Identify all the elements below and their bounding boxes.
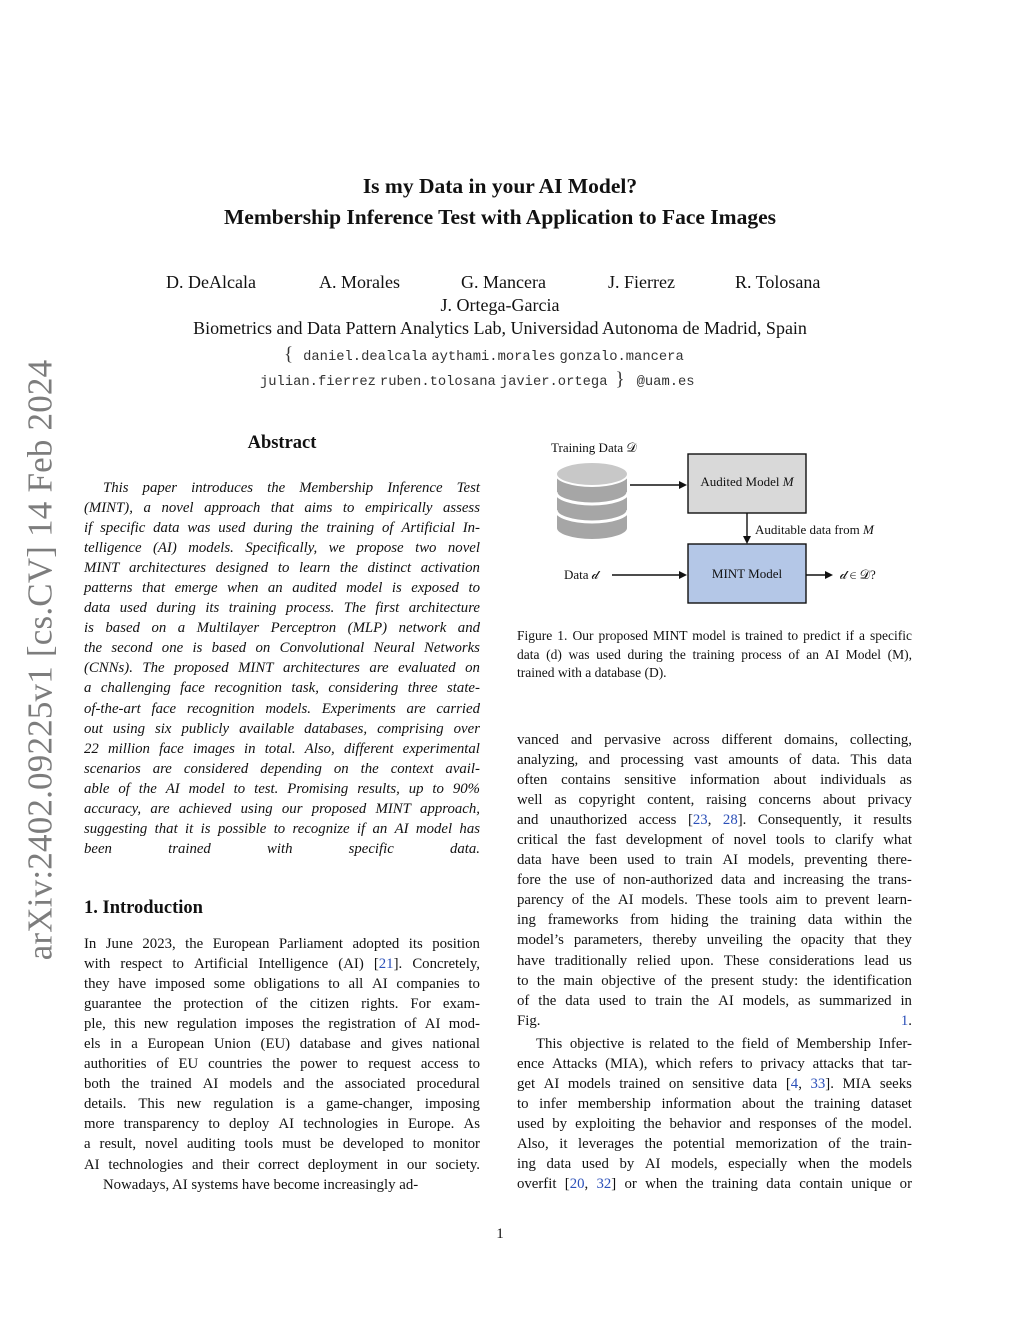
data-input-label: Data 𝒹: [564, 567, 599, 582]
arrowhead: [679, 481, 687, 489]
text-line: accuracy, are achieved using our proposed MINT approach,: [84, 800, 480, 817]
text-line: have traditionally relied upon. These considerations lead us: [517, 952, 912, 969]
arrowhead: [679, 571, 687, 579]
intro-paragraph-2-start: Nowadays, AI systems have become increasingly ad-: [103, 1177, 419, 1193]
text-line: to the main objective of the present study: the identification: [517, 972, 912, 989]
citation-link[interactable]: 1: [900, 1012, 909, 1029]
text-line: scenarios are considered depending on the context avail-: [84, 760, 480, 777]
citation-link[interactable]: 23: [692, 812, 708, 829]
email-line-2: [260, 369, 695, 391]
text-line: data used during its training process. The first architecture: [84, 600, 480, 617]
abstract-heading: Abstract: [247, 433, 317, 453]
citation-link[interactable]: 32: [596, 1176, 612, 1193]
text-line: In June 2023, the European Parliament adopted its position: [84, 936, 480, 952]
auditable-data-label: Auditable data from M: [755, 522, 874, 537]
arxiv-id: arXiv:2402.09225v1 [cs.CV] 14 Feb 2024: [20, 359, 60, 961]
text-line: suggesting that it is possible to recognize if an AI model has: [84, 820, 480, 837]
text-line: get AI models trained on sensitive data [4, 33]. MIA seeks: [517, 1076, 912, 1093]
text-line: both the trained AI models and the associated procedural: [84, 1076, 480, 1093]
text-line: often contains sensitive information about individuals as: [517, 772, 912, 789]
email-user: julian.fierrez: [260, 375, 376, 390]
text-line: and unauthorized access [23, 28]. Consequently, it results: [517, 812, 912, 829]
author-name: A. Morales: [319, 272, 400, 292]
brace-close: }: [615, 369, 625, 390]
text-line: a result, novel auditing tools must be developed to monitor: [84, 1136, 480, 1153]
text-line: if specific data was used during the training of Artificial In-: [84, 520, 480, 537]
database-icon: [556, 462, 628, 540]
figure-1-caption: Figure 1. Our proposed MINT model is trained to predict if a specific data (d) was used during the training process of an AI Model (M), trained with a database (D).: [517, 628, 912, 680]
citation-link[interactable]: 21: [378, 956, 394, 973]
text-line: parency of the AI models. These tools aim to prevent learn-: [517, 892, 912, 909]
figure-1-diagram: [520, 430, 920, 620]
text-line: This paper introduces the Membership Inference Test: [103, 480, 480, 496]
text-line: of-the-art face recognition models. Experiments are carried: [84, 700, 480, 717]
text-line: a challenging face recognition task, considering three state-: [84, 680, 480, 697]
citation-link[interactable]: 4: [790, 1076, 799, 1093]
page-number: 1: [496, 1226, 504, 1242]
output-label: 𝒹 ∈ 𝒟?: [840, 567, 876, 582]
text-line: (CNNs). The proposed MINT architectures are evaluated on: [84, 660, 480, 677]
text-line: the second one is based on Convolutional Neural Networks: [84, 640, 480, 657]
text-line: used by exploiting the behavior and responses of the model.: [517, 1116, 912, 1133]
arrowhead: [743, 536, 751, 544]
text-line: vanced and pervasive across different domains, collecting,: [517, 732, 912, 748]
text-line: Also, it leverages the potential memorization of the train-: [517, 1136, 912, 1153]
text-line: able of the AI model to test. Promising results, up to 90%: [84, 780, 480, 797]
email-user: aythami.morales: [431, 350, 556, 365]
text-line: MINT architectures designed to learn the distinct activation: [84, 560, 480, 577]
text-line: data have been used to train AI models, preventing there-: [517, 852, 912, 869]
text-line: patterns that emerge when an audited model is exposed to: [84, 580, 480, 597]
text-line: well as copyright content, raising concerns about privacy: [517, 792, 912, 809]
text-line: els in a European Union (EU) database and gives national: [84, 1036, 480, 1053]
text-line: critical the fast development of novel tools to clarify what: [517, 832, 912, 849]
text-line: ple, this new regulation imposes the registration of AI mod-: [84, 1016, 480, 1033]
abstract-body: [84, 478, 480, 859]
text-line: analyzing, and processing vast amounts of data. This data: [517, 752, 912, 769]
citation-link[interactable]: 20: [569, 1176, 585, 1193]
intro-paragraph: [84, 934, 480, 1175]
email-user: gonzalo.mancera: [559, 350, 684, 365]
text-line: ing frameworks from hiding the training data within the: [517, 912, 912, 929]
right-paragraph: [517, 1034, 912, 1194]
text-line: to infer membership information about the training dataset: [517, 1096, 912, 1113]
citation-link[interactable]: 28: [722, 812, 738, 829]
right-paragraph: [517, 730, 912, 1031]
author-name: G. Mancera: [461, 272, 546, 292]
email-domain: @uam.es: [636, 375, 695, 390]
brace-open: {: [284, 344, 294, 365]
text-line: AI technologies and their correct deployment in our society.: [84, 1156, 480, 1173]
citation-link[interactable]: 33: [810, 1076, 826, 1093]
text-line: is based on a Multilayer Perceptron (MLP) network and: [84, 620, 480, 637]
email-user: ruben.tolosana: [379, 375, 496, 390]
text-line: with respect to Artificial Intelligence (AI) [21]. Concretely,: [84, 956, 480, 973]
arrowhead: [825, 571, 833, 579]
audited-model-label: Audited Model M: [700, 474, 794, 489]
text-line: authorities of EU countries the power to request access to: [84, 1056, 480, 1073]
email-line-1: [284, 344, 684, 366]
text-line: telligence (AI) models. Specifically, we propose two novel: [84, 540, 480, 557]
text-line: fore the use of non-authorized data and increasing the trans-: [517, 872, 912, 889]
text-line: details. This new regulation is a game-changer, imposing: [84, 1096, 480, 1113]
author-name: D. DeAlcala: [166, 272, 256, 292]
text-line: model’s parameters, thereby unveiling the opacity that they: [517, 932, 912, 949]
text-line: (MINT), a novel approach that aims to empirically assess: [84, 500, 480, 517]
text-line: of the data used to train the AI models, as summarized in: [517, 992, 912, 1009]
paper-title-line-2: Membership Inference Test with Application to Face Images: [224, 205, 776, 229]
affiliation: Biometrics and Data Pattern Analytics Lab, Universidad Autonoma de Madrid, Spain: [193, 318, 807, 338]
text-line: they have imposed some obligations to all AI companies to: [84, 976, 480, 993]
author-name: J. Ortega-Garcia: [440, 295, 560, 315]
author-name: J. Fierrez: [608, 272, 675, 292]
author-name: R. Tolosana: [735, 272, 821, 292]
training-data-label: Training Data 𝒟: [551, 440, 637, 455]
text-line: ing data used by AI models, especially when the models: [517, 1156, 912, 1173]
text-line: guarantee the protection of the citizen rights. For exam-: [84, 996, 480, 1013]
text-line: more transparency to deploy AI technologies in Europe. As: [84, 1116, 480, 1133]
text-line: overfit [20, 32] or when the training data contain unique or: [517, 1176, 912, 1193]
email-user: javier.ortega: [499, 375, 608, 390]
text-line: Fig. 1.: [517, 1012, 912, 1029]
intro-heading: 1. Introduction: [84, 898, 203, 918]
text-line: out using six publicly available databases, comprising over: [84, 720, 480, 737]
text-line: ence Attacks (MIA), which refers to privacy attacks that tar-: [517, 1056, 912, 1073]
email-user: daniel.dealcala: [303, 350, 428, 365]
mint-model-label: MINT Model: [711, 566, 783, 581]
arxiv-stamp: [0, 360, 80, 960]
paper-title-line-1: Is my Data in your AI Model?: [362, 174, 638, 198]
text-line: This objective is related to the field of Membership Infer-: [536, 1036, 912, 1052]
text-line: 22 million face images in total. Also, different experimental: [84, 740, 480, 757]
text-line: been trained with specific data.: [84, 840, 480, 857]
